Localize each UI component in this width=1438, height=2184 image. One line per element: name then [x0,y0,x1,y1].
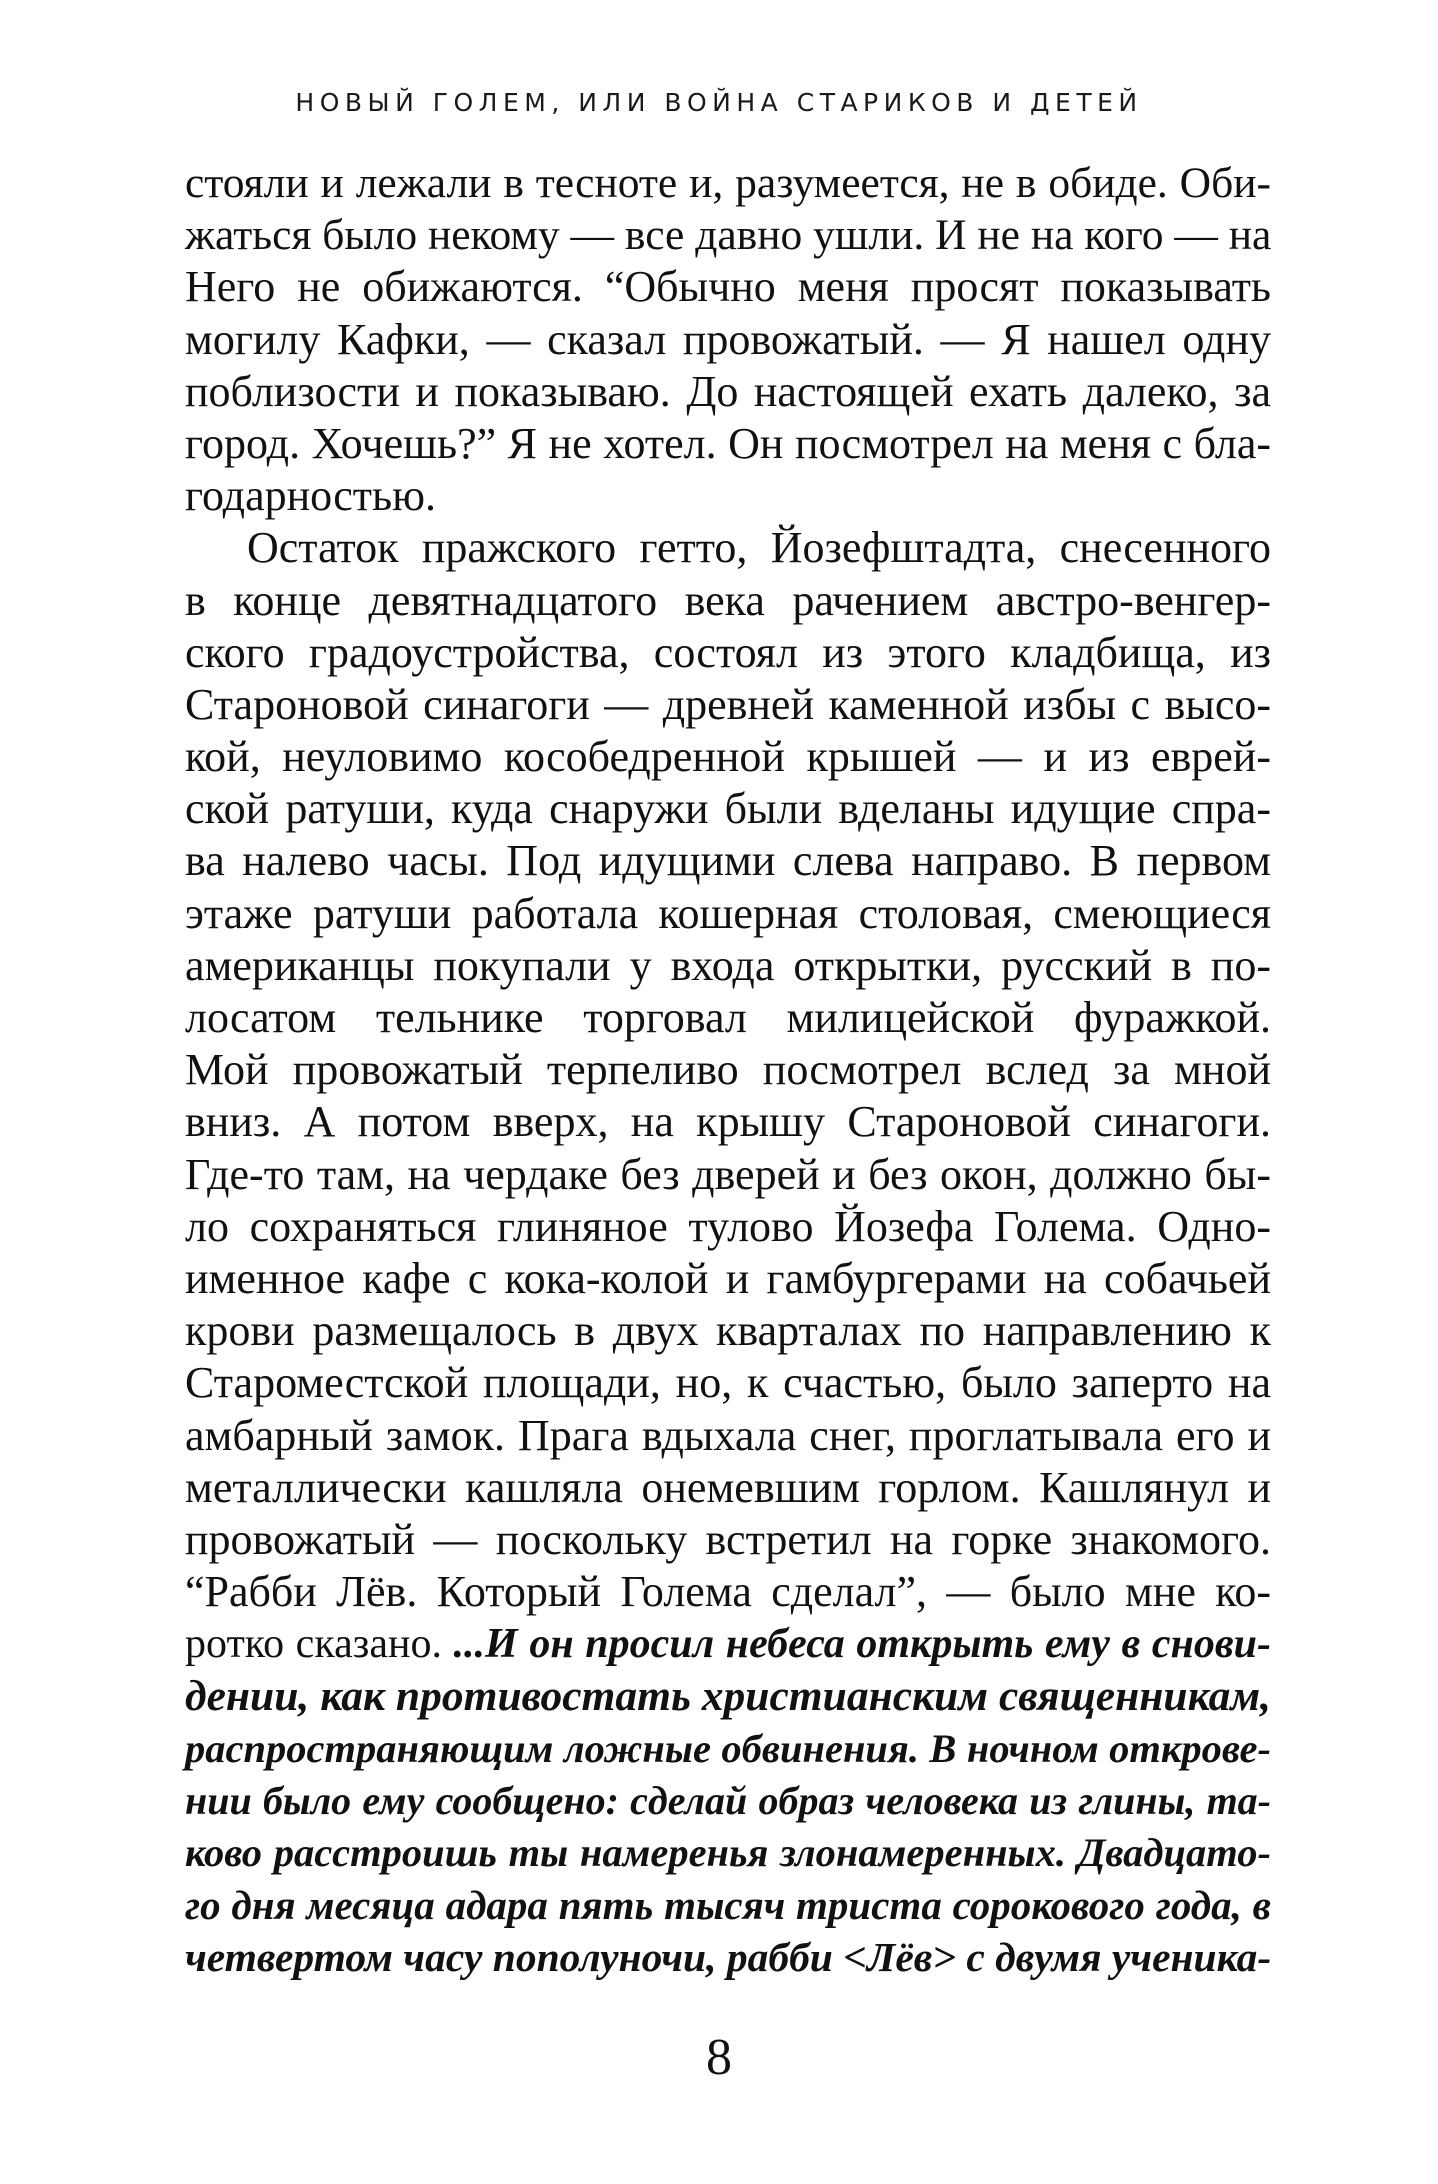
text-line: американцы покупали у входа открытки, русский в по- [185,940,1271,990]
text-line: Староновой синагоги — древней каменной избы с высо- [185,679,1271,729]
text-line: жаться было некому — все давно ушли. И не на кого — на [185,211,1272,260]
text-line-mixed [185,1618,1271,1670]
text-line: металлически кашляла онемевшим горлом. Кашлянул и [185,1462,1271,1512]
text-line: этаже ратуши работала кошерная столовая, смеющиеся [185,888,1271,938]
text-italic-segment: ...И он просил небеса открыть ему в снови- [453,1621,1271,1668]
paragraph-1 [185,157,1271,522]
text-line: в конце девятнадцатого века рачением австро-венгер- [185,575,1271,625]
running-head-title: НОВЫЙ ГОЛЕМ, ИЛИ ВОЙНА СТАРИКОВ И ДЕТЕЙ [295,88,1143,117]
text-line: кой, неуловимо кособедренной крышей — и из еврей- [185,732,1271,782]
text-line: амбарный замок. Прага вдыхала снег, проглатывала его и [185,1410,1271,1460]
text-line: ского градоустройства, состоял из этого кладбища, из [185,627,1271,677]
text-line: ской ратуши, куда снаружи были вделаны идущие спра- [185,784,1271,834]
text-line: ва налево часы. Под идущими слева направо. В первом [185,836,1271,886]
text-line: годарностью. [185,471,436,521]
italic-text-line: ково расстроишь ты намеренья злонамеренных. Двадцато- [185,1830,1271,1875]
italic-text-line: нии было ему сообщено: сделай образ человека из глины, та- [185,1777,1271,1823]
page-number: 8 [706,2029,732,2086]
text-line: Где-то там, на чердаке без дверей и без окон, должно бы- [185,1149,1271,1199]
text-line: провожатый — поскольку встретил на горке знакомого. [185,1514,1271,1564]
italic-text-line: го дня месяца адара пять тысяч триста сорокового года, в [185,1882,1271,1929]
text-line: могилу Кафки, — сказал провожатый. — Я нашел одну [185,314,1271,364]
text-line: стояли и лежали в тесноте и, разумеется, не в обиде. Оби- [185,159,1271,207]
text-line: вниз. А потом вверх, на крышу Староновой синагоги. [185,1097,1271,1147]
text-line: город. Хочешь?” Я не хотел. Он посмотрел на меня с бла- [185,418,1271,468]
text-line: лосатом тельнике торговал милицейской фуражкой. [185,993,1271,1042]
italic-text-line: четвертом часу пополуночи, рабби <Лёв> с двумя ученика- [185,1934,1272,1981]
text-roman-segment: ротко сказано. [185,1621,454,1668]
text-line: поблизости и показываю. До настоящей ехать далеко, за [185,366,1271,416]
text-line: именное кафе с кока-колой и гамбургерами на собачьей [185,1253,1271,1303]
text-line: Него не обижаются. “Обычно меня просят показывать [185,262,1271,312]
italic-text-line: распространяющим ложные обвинения. В ночном открове- [185,1725,1271,1771]
text-line: Староместской площади, но, к счастью, было заперто на [185,1358,1271,1408]
text-line: ло сохраняться глиняное тулово Йозефа Голема. Одно- [185,1201,1271,1251]
paragraph-2 [185,522,1271,1983]
text-line: “Рабби Лёв. Который Голема сделал”, — было мне ко- [185,1567,1271,1617]
body-text [185,157,1271,1984]
text-line: Остаток пражского гетто, Йозефштадта, снесенного [247,523,1271,573]
text-line: крови размещалось в двух кварталах по направлению к [185,1306,1271,1356]
text-line: Мой провожатый терпеливо посмотрел вслед за мной [185,1045,1271,1095]
italic-text-line: дении, как противостать христианским священникам, [185,1672,1271,1721]
